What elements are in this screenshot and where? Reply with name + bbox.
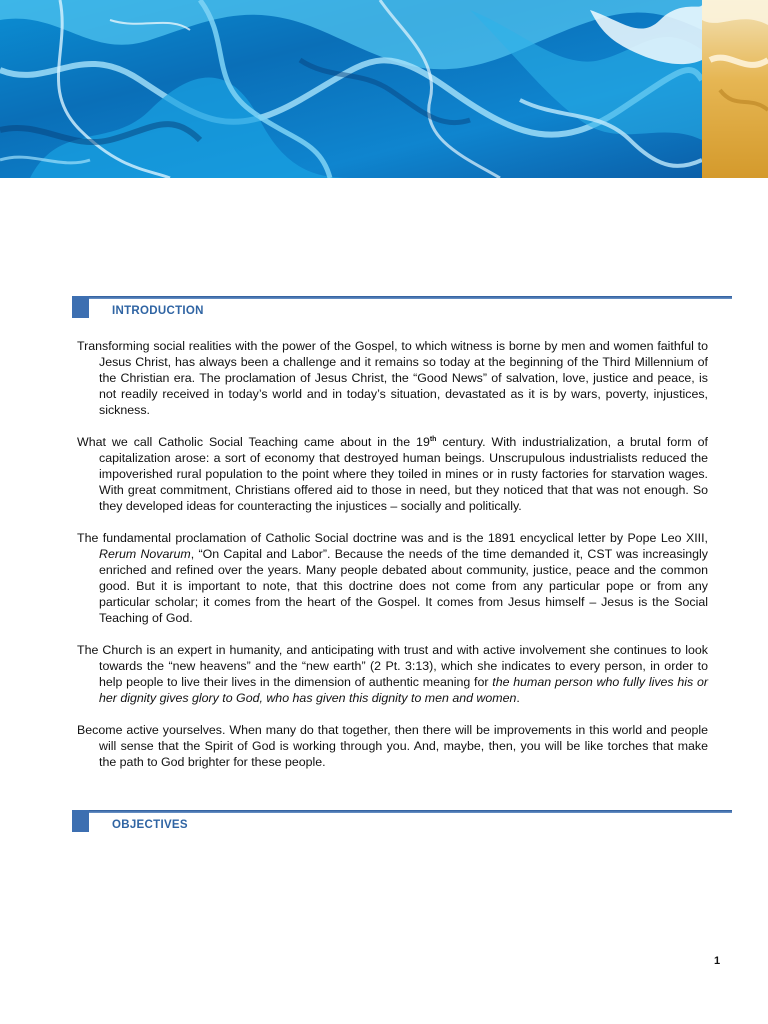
objectives-title: OBJECTIVES xyxy=(112,819,188,831)
section-rule xyxy=(89,810,732,813)
dignity-quote: the human person who fully lives his or her dignity gives glory to God, who has given this dignity to men and women xyxy=(99,675,708,705)
introduction-body xyxy=(77,338,708,786)
header-banner-image xyxy=(0,0,768,178)
introduction-header xyxy=(72,296,732,320)
rerum-novarum-title: Rerum Novarum xyxy=(99,547,191,561)
section-rule xyxy=(89,296,732,299)
section-marker xyxy=(72,296,89,318)
paragraph-3: The fundamental proclamation of Catholic Social doctrine was and is the 1891 encyclical letter by Pope Leo XIII, Rerum Novarum, “On Capital and Labor”. Because the needs of the time demanded it, CST was increasingly enriched and refined over the years. Many people debated about community, justice, peace and the common good. But it is important to note, that this doctrine does not come from any particular pope or from any particular scholar; it comes from the heart of the Gospel. It comes from Jesus himself – Jesus is the Social Teaching of God. xyxy=(77,531,708,625)
section-marker xyxy=(72,810,89,832)
paragraph-1: Transforming social realities with the power of the Gospel, to which witness is borne by men and women faithful to Jesus Christ, has always been a challenge and it remains so today at the beginning of the Third Millennium of the Christian era. The proclamation of Jesus Christ, the “Good News” of salvation, love, justice and peace, is not readily received in today’s world and in today’s situation, devastated as it is by wars, poverty, injustices, sickness. xyxy=(77,339,708,417)
introduction-title: INTRODUCTION xyxy=(112,305,204,317)
paragraph-4: The Church is an expert in humanity, and anticipating with trust and with active involvement she continues to look towards the “new heavens” and the “new earth” (2 Pt. 3:13), which she indicates to every person, in order to help people to live their lives in the dimension of authentic meaning for the human person who fully lives his or her dignity gives glory to God, who has given this dignity to men and women. xyxy=(77,643,708,705)
paragraph-2: What we call Catholic Social Teaching came about in the 19th century. With industrialization, a brutal form of capitalization arose: a sort of economy that destroyed human beings. Unscrupulous industrialists reduced the impoverished rural population to the point where they toiled in mines or in rusty factories for starvation wages. With great commitment, Christians offered aid to those in need, but they noticed that that was not enough. So they developed ideas for counteracting the injustices – socially and politically. xyxy=(77,435,708,513)
paragraph-5: Become active yourselves. When many do that together, then there will be improvements in this world and people will sense that the Spirit of God is working through you. And, maybe, then, you will be like torches that make the path to God brighter for these people. xyxy=(77,723,708,769)
superscript-th: th xyxy=(429,435,437,443)
page-number: 1 xyxy=(714,955,721,967)
objectives-header xyxy=(72,810,732,834)
